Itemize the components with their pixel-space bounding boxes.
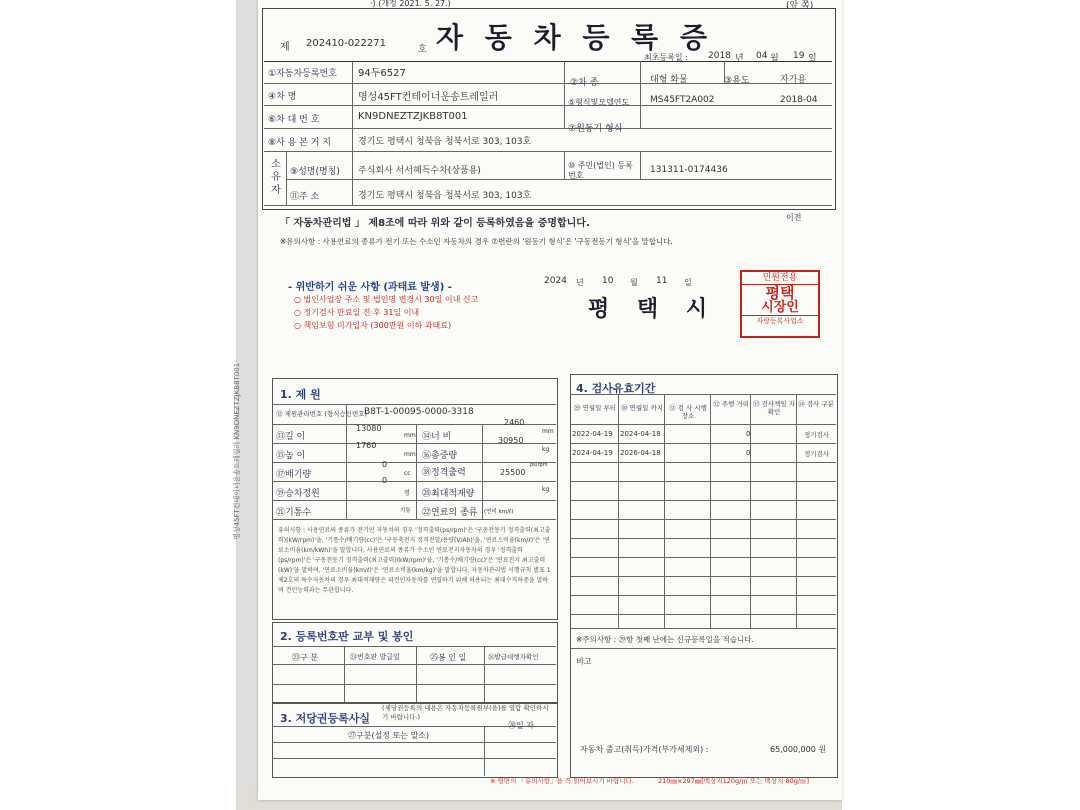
plate-col: ㉕봉 인 일 <box>430 653 467 662</box>
width-value: 2460 <box>504 418 525 427</box>
col-line <box>352 61 353 151</box>
owner-id-value: 131311-0174436 <box>650 165 728 175</box>
row-line <box>272 481 556 482</box>
background-left <box>0 0 236 810</box>
cert-no-label: ⑫ 제원관리번호 (형식승인번호) <box>276 410 368 418</box>
col-line <box>346 404 347 519</box>
unit-label: kg <box>542 446 550 453</box>
inspection-note: ※주의사항 : ㉙항 첫째 난에는 신규등록일을 적습니다. <box>576 635 754 644</box>
issuing-city: 평 택 시 <box>588 296 718 322</box>
unit-label: mm <box>404 432 416 439</box>
owner-side-label: 소유자 <box>271 159 281 196</box>
first-reg-month-unit: 월 <box>770 54 779 64</box>
plate-col: ㉓구 분 <box>292 653 318 662</box>
length-label: ⑬길 이 <box>276 432 306 442</box>
inspection-col: ㉚ 연월일 까지 <box>620 404 664 412</box>
row-line <box>272 404 556 405</box>
row-line <box>264 151 832 152</box>
row-line <box>272 646 556 647</box>
width-label: ⑭너 비 <box>422 432 452 442</box>
cyl-label: ㉑기통수 <box>276 508 312 518</box>
registration-certificate <box>258 0 842 800</box>
serial-suffix: 호 <box>418 45 427 55</box>
unit-label: 기통 <box>400 508 411 514</box>
col-line <box>564 61 565 128</box>
use-value: 자가용 <box>780 75 807 85</box>
row-line <box>264 61 832 62</box>
violation-item: ○ 책임보험 미가입자 (300만원 이하 과태료) <box>294 321 452 330</box>
row-line <box>570 538 836 539</box>
max-load-label: ⑳최대적재량 <box>422 489 475 499</box>
inspection-to: 2024-04-18 <box>620 430 661 438</box>
disp-value: 0 <box>382 460 388 469</box>
length-value: 13080 <box>356 424 382 433</box>
issue-day: 11 <box>656 276 668 286</box>
violation-item: ○ 법인사업장 주소 및 법인명 변경시 30일 이내 신고 <box>294 295 479 304</box>
name-value: 명성45FT컨테이너운송트레일러 <box>358 92 499 103</box>
row-line <box>264 205 832 206</box>
form-revision: ·) (개정 2021. 5. 27.) <box>370 0 451 8</box>
inspection-kind: 정기검사 <box>804 431 830 439</box>
cert-no-value: B8T-1-00095-0000-3318 <box>364 407 474 417</box>
rated-value: 0 <box>382 476 388 485</box>
first-reg-day-unit: 일 <box>808 54 817 64</box>
vin-label: ⑥차 대 번 호 <box>268 115 320 125</box>
col-line <box>618 394 619 628</box>
row-line <box>570 500 836 501</box>
violation-item: ○ 정기검사 만료일 전·후 31일 이내 <box>294 308 420 317</box>
first-reg-month: 04 <box>756 51 768 61</box>
row-line <box>272 500 556 501</box>
row-line <box>570 557 836 558</box>
issue-month: 10 <box>602 276 614 286</box>
unit-label: cc <box>404 470 411 477</box>
row-line <box>570 443 836 444</box>
background-right <box>842 0 1080 810</box>
row-line <box>286 179 832 180</box>
plate-col: ㉖발급대행자확인 <box>488 653 539 661</box>
certify-note: ※유의사항 : 사용연료의 종류가 전기 또는 수소인 자동차의 경우 ⑦번란의 '원동기 형식'은 '구동전동기 형식'을 말합니다. <box>280 237 673 246</box>
reg-no-value: 94두6527 <box>358 68 406 79</box>
owner-addr-value: 경기도 평택시 청북읍 청북서로 303, 103호 <box>358 191 532 201</box>
inspection-col: ㉛ 검 사 시행장소 <box>669 404 707 420</box>
col-line <box>416 424 417 519</box>
inspection-from: 2024-04-19 <box>572 449 613 457</box>
col-line <box>710 394 711 628</box>
row-line <box>272 462 556 463</box>
col-line <box>484 646 485 702</box>
unit-label: (연비 km/ℓ) <box>484 509 514 515</box>
issue-year: 2024 <box>544 276 567 286</box>
col-line <box>564 151 565 179</box>
owner-name-value: 주식회사 서서혜득수차(상품용) <box>358 166 481 176</box>
col-line <box>640 151 641 179</box>
inspection-col: ㉞ 검사 구분 <box>798 400 834 408</box>
row-line <box>272 684 556 685</box>
row-line <box>570 648 836 649</box>
kind-label: ②차 종 <box>570 78 599 88</box>
col-line <box>286 151 287 205</box>
use-label: ③용도 <box>724 76 750 86</box>
inspection-to: 2026-04-18 <box>620 449 661 457</box>
mortgage-title: 3. 저당권등록사실 <box>280 712 371 725</box>
col-line <box>640 61 641 128</box>
remarks-label: 비고 <box>576 657 592 666</box>
row-line <box>272 758 556 759</box>
vin-value: KN9DNEZTZJKB8T001 <box>358 111 468 122</box>
name-label: ④차 명 <box>268 92 297 102</box>
mortgage-col-date: ㉘일 자 <box>508 721 534 730</box>
unit-label: kg <box>542 486 550 493</box>
disp-label: ⑰배기량 <box>276 470 312 480</box>
inspection-col: ㉜ 주행 거리 <box>713 400 749 408</box>
first-reg-day: 19 <box>793 51 805 61</box>
row-line <box>264 128 832 129</box>
certify-text: 「 자동차관리법 」 제8조에 따라 위와 같이 등록하였음을 증명합니다. <box>280 218 590 229</box>
certify-right-tag: 이전 <box>786 213 802 222</box>
unit-label: ps/rpm <box>530 462 548 468</box>
height-value: 1760 <box>356 441 377 450</box>
model-year-value: 2018-04 <box>780 95 818 105</box>
serial-prefix: 제 <box>280 42 290 53</box>
col-line <box>352 151 353 205</box>
row-line <box>272 664 556 665</box>
issue-day-unit: 일 <box>684 278 692 287</box>
price-label: 자동차 출고(취득)가격(부가세제외) : <box>580 745 709 754</box>
seal-main-text-2: 시장인 <box>761 300 799 315</box>
col-line <box>796 394 797 628</box>
row-line <box>570 481 836 482</box>
inspection-col: ㉝ 검사책임 자확인 <box>752 400 796 416</box>
seal-main-text: 평택 <box>765 284 795 302</box>
row-line <box>272 742 556 743</box>
plate-col: ㉔번호판 발급일 <box>350 653 400 661</box>
row-line <box>570 614 836 615</box>
unit-label: mm <box>542 428 554 435</box>
issue-month-unit: 월 <box>630 278 638 287</box>
plate-title: 2. 등록번호판 교부 및 봉인 <box>280 630 414 643</box>
row-line <box>570 595 836 596</box>
rated-label: ⑱정격출력 <box>422 468 466 478</box>
reg-no-label: ①자동차등록번호 <box>268 69 337 79</box>
kind-value: 대형 화물 <box>650 75 688 85</box>
col-line <box>416 646 417 702</box>
footer-paper-spec: 210㎜×297㎜[백상지120g/㎡ 또는 백상지 80g/㎡] <box>658 777 810 785</box>
unit-label: 명 <box>404 490 410 497</box>
mortgage-col-kind: ㉗구분(설정 또는 말소) <box>348 731 430 740</box>
spec-fine-print: 유의사항 : 사용연료의 종류가 전기인 자동차의 경우 '정격출력(ps/rpm)'은 '구동전동기 정격출력(최고출력)(kW/rpm)'을, '기통수/배기량(cc)'은 '구동축전지 정격전압/용량(V/Ah)'을, '연료소비율(km/ℓ)'은 '연료소비율(km/kWh)'을 말합니다. 사용연료의 종류가 수소인 연료전지자동차의 경우 '정격출력(ps/rpm)'은 '구동전동기 정격출력(최고출력)(kW/rpm)'을, '기통수/배기량(cc)'은 '연료전지 최고출력(kW)'을 말하며, '연료소비율(km/ℓ)'은 '연료소비율(km/kg)'을 말합니다. 자동차관리법 시행규칙 별표 1제2호의 특수자동차의 경우 최대적재량은 피견인자동차를 연결하기 위해 허용되는 최대수직하중을 말하며 견인능력과는 무관합니다. <box>278 527 551 594</box>
inspection-km: 0 <box>746 430 751 438</box>
footer-note: ※ 뒷면의 「유의사항」을 꼭 읽어보시기 바랍니다. <box>490 777 634 785</box>
issue-year-unit: 년 <box>576 278 584 287</box>
gross-label: ⑯총중량 <box>422 451 458 461</box>
inspection-from: 2022-04-19 <box>572 430 613 438</box>
height-label: ⑮높 이 <box>276 451 306 461</box>
mortgage-subtitle: (제당권등록의 내용은 자동차등록원부(을)를 열람 확인하시기 바랍니다.) <box>382 704 549 721</box>
page-side: (앞 쪽) <box>786 1 814 11</box>
row-line <box>570 576 836 577</box>
col-line <box>484 726 485 776</box>
inspection-km: 0 <box>746 449 751 457</box>
gross-value: 30950 <box>498 436 524 445</box>
first-reg-year-unit: 년 <box>735 54 744 64</box>
row-line <box>570 519 836 520</box>
inspection-title: 4. 검사유효기간 <box>576 382 656 395</box>
fuel-label: ㉒연료의 종류 <box>422 508 478 518</box>
document-title: 자 동 차 등 록 증 <box>436 21 714 54</box>
row-line <box>264 105 832 106</box>
seats-label: ⑲승차정원 <box>276 489 320 499</box>
owner-name-label: ⑨성명(명칭) <box>290 167 340 177</box>
base-label: ⑧사 용 본 거 지 <box>268 138 331 148</box>
owner-addr-label: ⑪주 소 <box>290 192 320 202</box>
violation-title: - 위반하기 쉬운 사항 (과태료 발생) - <box>288 282 452 293</box>
col-line <box>344 646 345 702</box>
owner-id-label: ⑩ 주민(법인) 등록번호 <box>568 161 633 180</box>
load-value: 25500 <box>500 468 526 477</box>
seal-bottom-text: 자랑등록사업소 <box>742 315 818 326</box>
seal-top-text: 민원전용 <box>742 272 818 285</box>
price-value: 65,000,000 원 <box>770 745 827 754</box>
official-seal <box>740 270 820 338</box>
unit-label: mm <box>404 451 416 458</box>
row-line <box>570 462 836 463</box>
first-reg-year: 2018 <box>708 51 731 61</box>
base-value: 경기도 평택시 청북읍 청북서로 303, 103호 <box>358 137 532 147</box>
row-line <box>272 519 556 520</box>
model-value: MS45FT2A002 <box>650 95 715 105</box>
col-line <box>664 394 665 628</box>
engine-label: ⑦원동기 형식 <box>568 124 623 134</box>
serial-number: 202410-022271 <box>306 38 386 49</box>
first-reg-label: 최초등록일 : <box>644 53 688 62</box>
col-line <box>482 424 483 519</box>
model-label: ⑤형식및모델연도 <box>568 98 630 107</box>
inspection-col: ㉙ 연월일 부터 <box>573 404 617 412</box>
inspection-kind: 정기검사 <box>804 450 830 458</box>
spec-title: 1. 제 원 <box>280 388 321 401</box>
row-line <box>570 628 836 629</box>
side-vertical-text: 명성45FT컨테이너운송트레일러 KN9DNEZTZJKB8T001 <box>233 362 241 540</box>
